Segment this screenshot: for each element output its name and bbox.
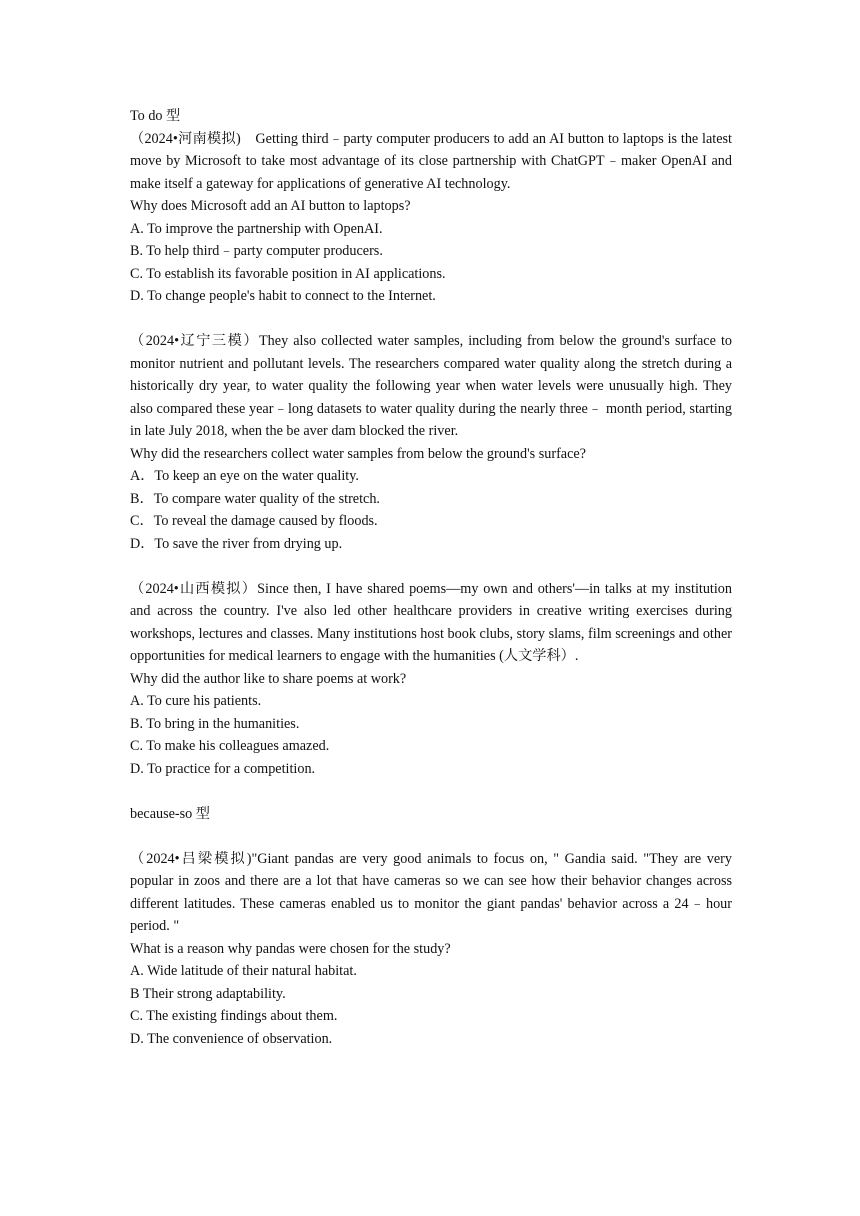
question-2: Why did the researchers collect water samples from below the ground's surface?: [130, 445, 586, 462]
spacer: [130, 555, 732, 578]
question-block-4: [130, 848, 732, 1051]
option-1a: A. To improve the partnership with OpenAI.: [130, 220, 383, 237]
option-4c: C. The existing findings about them.: [130, 1008, 338, 1024]
option-2b: B．To compare water quality of the stretch.: [130, 490, 380, 507]
section-heading-to-do: To do 型: [130, 108, 181, 124]
question-4: What is a reason why pandas were chosen for the study?: [130, 940, 451, 957]
option-3c: C. To make his colleagues amazed.: [130, 738, 330, 754]
option-2a: A．To keep an eye on the water quality.: [130, 468, 359, 484]
passage-1: （2024•河南模拟) Getting third﹣party computer producers to add an AI button to laptops is the latest move by Microsoft to take most advantage of its close partnership with ChatGPT﹣maker OpenAI and make itself a gateway for applications of generative AI technology.: [130, 130, 732, 192]
option-1d: D. To change people's habit to connect to the Internet.: [130, 288, 436, 304]
document-page: [130, 105, 732, 1050]
option-2d: D．To save the river from drying up.: [130, 535, 343, 552]
question-1: Why does Microsoft add an AI button to laptops?: [130, 198, 411, 214]
option-1c: C. To establish its favorable position in AI applications.: [130, 265, 446, 282]
passage-2: （2024•辽宁三模）They also collected water samples, including from below the ground's surface to monitor nutrient and pollutant levels. The researchers compared water quality along the stretch during a historically dry year, to water quality the following year when water levels were unusually high. They also compared these year﹣long datasets to water quality during the nearly three﹣ month period, starting in late July 2018, when the be aver dam blocked the river.: [130, 333, 732, 439]
option-3d: D. To practice for a competition.: [130, 760, 316, 777]
question-3: Why did the author like to share poems at work?: [130, 670, 407, 687]
option-1b: B. To help third﹣party computer producers.: [130, 243, 383, 259]
question-block-3: [130, 578, 732, 781]
passage-4: （2024•吕梁模拟)"Giant pandas are very good animals to focus on, " Gandia said. "They are very popular in zoos and there are a lot that have cameras so we can see how their behavior changes across different latitudes. These cameras enabled us to monitor the giant pandas' behavior across a 24﹣hour period. ": [130, 850, 732, 934]
option-4a: A. Wide latitude of their natural habitat.: [130, 963, 357, 979]
option-3b: B. To bring in the humanities.: [130, 715, 300, 732]
question-block-2: [130, 330, 732, 555]
spacer: [130, 780, 732, 803]
spacer: [130, 825, 732, 848]
spacer: [130, 308, 732, 331]
question-block-1: [130, 128, 732, 308]
passage-3: （2024•山西模拟）Since then, I have shared poems—my own and others'—in talks at my institution and across the country. I've also led other healthcare providers in creative writing exercises during workshops, lectures and classes. Many institutions host book clubs, story slams, film screenings and other opportunities for medical learners to engage with the humanities (人文学科）.: [130, 580, 732, 664]
option-4b: B Their strong adaptability.: [130, 985, 286, 1002]
option-3a: A. To cure his patients.: [130, 693, 262, 709]
option-4d: D. The convenience of observation.: [130, 1030, 333, 1047]
option-2c: C．To reveal the damage caused by floods.: [130, 513, 378, 529]
section-heading-because-so: because-so 型: [130, 805, 210, 822]
